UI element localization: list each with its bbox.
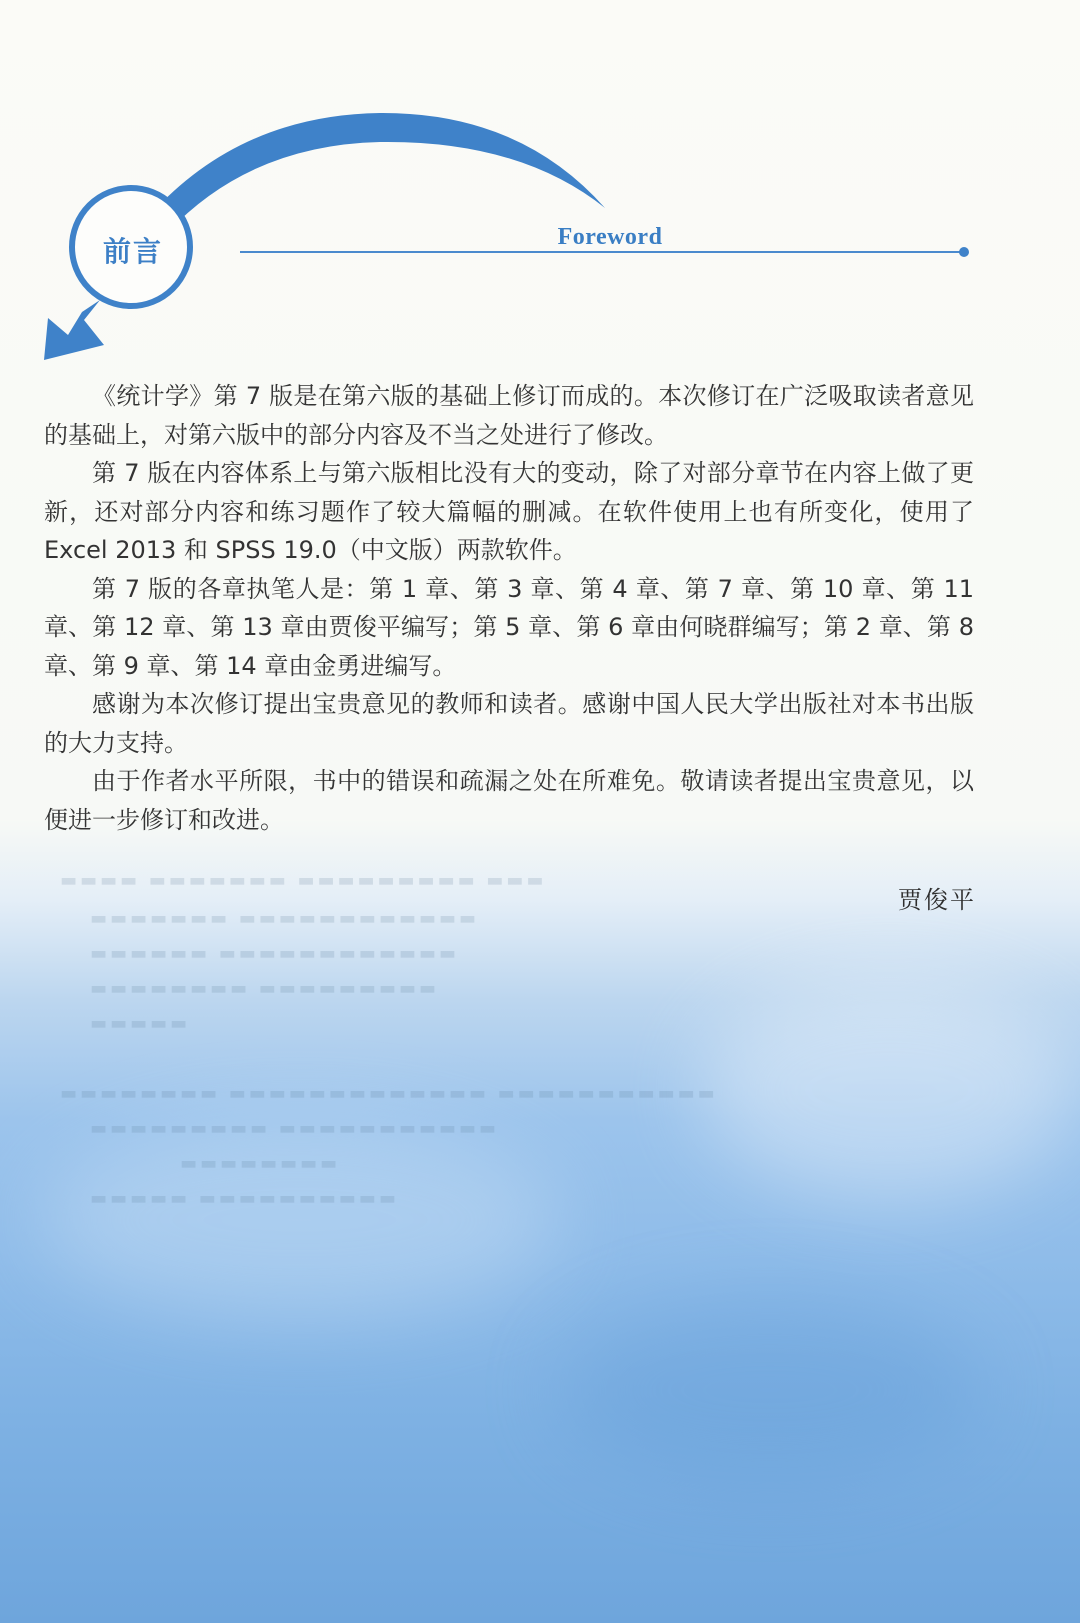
paragraph: 第 7 版的各章执笔人是：第 1 章、第 3 章、第 4 章、第 7 章、第 10 章、第 11 章、第 12 章、第 13 章由贾俊平编写；第 5 章、第 6 章由何晓群编写；第 2 章、第 8 章、第 9 章、第 14 章由金勇进编写。 bbox=[44, 574, 974, 680]
show-through-text: ▬▬▬▬ ▬▬▬▬▬▬▬ ▬▬▬▬▬▬▬▬▬ ▬▬▬ bbox=[60, 870, 547, 891]
paragraph: 第 7 版在内容体系上与第六版相比没有大的变动，除了对部分章节在内容上做了更新，还对部分内容和练习题作了较大篇幅的删减。在软件使用上也有所变化，使用了 Excel 2013 和 SPSS 19.0（中文版）两款软件。 bbox=[44, 459, 974, 564]
paragraph: 《统计学》第 7 版是在第六版的基础上修订而成的。本次修订在广泛吸取读者意见的基础上，对第六版中的部分内容及不当之处进行了修改。 bbox=[44, 382, 974, 449]
page-title-english: Foreword bbox=[557, 224, 663, 250]
paragraph: 感谢为本次修订提出宝贵意见的教师和读者。感谢中国人民大学出版社对本书出版的大力支持。 bbox=[44, 690, 974, 757]
background-cloud bbox=[700, 980, 1080, 1200]
show-through-text: ▬▬▬▬▬▬▬▬▬ ▬▬▬▬▬▬▬▬▬▬▬ bbox=[90, 1118, 499, 1139]
show-through-text: ▬▬▬▬▬ bbox=[90, 1013, 191, 1034]
header-rule-dot bbox=[959, 247, 969, 257]
swoosh-arc bbox=[150, 113, 605, 232]
show-through-text: ▬▬▬▬▬▬▬▬ ▬▬▬▬▬▬▬▬▬ bbox=[90, 978, 439, 999]
page-title: 前言 bbox=[102, 235, 163, 268]
show-through-text: ▬▬▬▬▬▬▬▬ ▬▬▬▬▬▬▬▬▬▬▬▬▬ ▬▬▬▬▬▬▬▬▬▬▬ bbox=[60, 1083, 718, 1104]
paragraph: 由于作者水平所限，书中的错误和疏漏之处在所难免。敬请读者提出宝贵意见，以便进一步修订和改进。 bbox=[44, 767, 974, 834]
background-cloud bbox=[560, 1300, 980, 1480]
show-through-text: ▬▬▬▬▬ ▬▬▬▬▬▬▬▬▬▬ bbox=[90, 1188, 399, 1209]
show-through-text: ▬▬▬▬▬▬▬ ▬▬▬▬▬▬▬▬▬▬▬▬ bbox=[90, 908, 479, 929]
foreword-body bbox=[44, 377, 974, 839]
show-through-text: ▬▬▬▬▬▬ ▬▬▬▬▬▬▬▬▬▬▬▬ bbox=[90, 943, 459, 964]
header-ornament bbox=[0, 0, 1080, 400]
background-cloud bbox=[40, 1120, 560, 1320]
arrow-icon bbox=[44, 300, 104, 360]
author-signature: 贾俊平 bbox=[898, 886, 976, 914]
show-through-text: ▬▬▬▬▬▬▬▬ bbox=[180, 1153, 341, 1174]
